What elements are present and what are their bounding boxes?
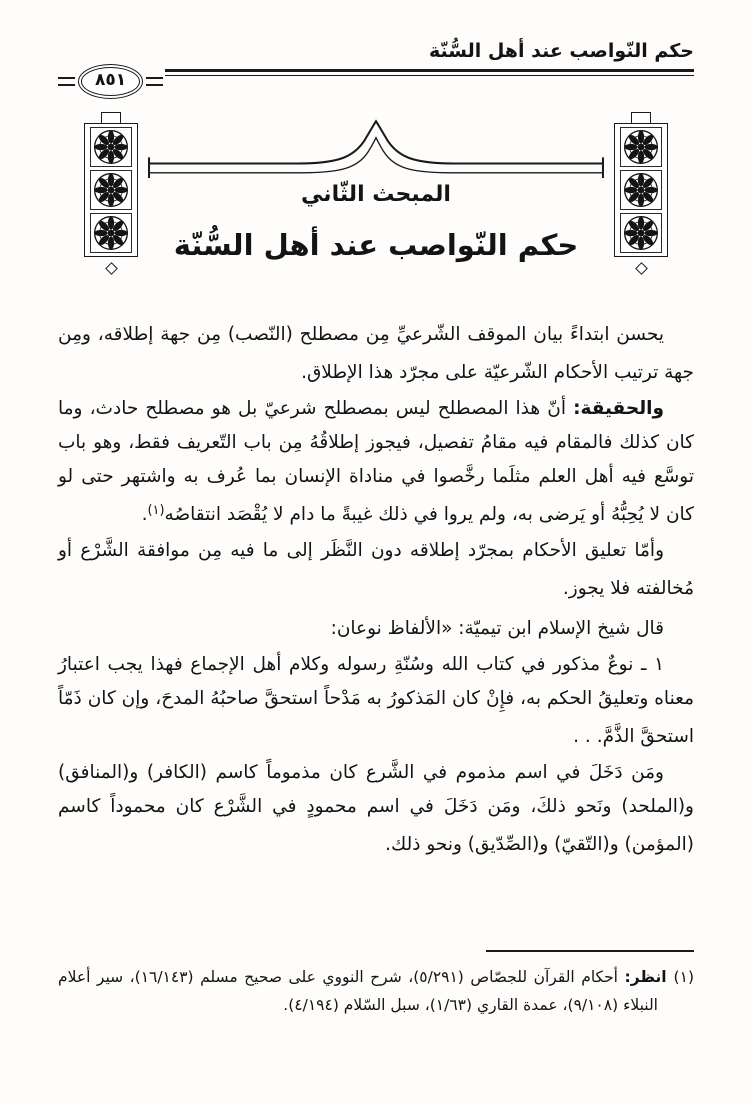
paragraph-text: وأمّا تعليق الأحكام بمجرّد إطلاقه دون النَّظَر إلى ما فيه مِن موافقة الشَّرْع أو مُخالفته فلا يجوز. (58, 540, 694, 599)
ornament-tab (631, 112, 651, 123)
footnote-block (58, 950, 694, 1019)
paragraph (58, 318, 694, 390)
paragraph (58, 534, 694, 606)
paragraph-text: يحسن ابتداءً بيان الموقف الشّرعيِّ مِن مصطلح (النّصب) مِن جهة إطلاقه، ومِن جهة ترتيب الأحكام الشّرعيّة على مجرّد هذا الإطلاق. (58, 324, 694, 383)
ornament-tab (101, 112, 121, 123)
footnote-separator (486, 950, 694, 952)
page-number-ornament (56, 64, 165, 99)
rosette-icon (620, 127, 662, 167)
rosette-icon (620, 170, 662, 210)
section-title: حكم النّواصب عند أهل السُّنّة (173, 228, 579, 262)
ornament-finial (635, 262, 648, 275)
ornament-frame (614, 123, 668, 257)
paragraph (58, 392, 694, 532)
paragraph-text: ١ ـ نوعٌ مذكور في كتاب الله وسُنّةِ رسوله وكلام أهل الإجماع فهذا يجب اعتبارُ معناه وتعليقُ الحكم به، فإِنْ كان المَذكورُ به مَدْحاً استحقَّ صاحبُهُ المدحَ، وإن كان ذَمّاً استحقَّ الذَّمَّ. . . (58, 654, 694, 747)
page-number-arm (58, 77, 75, 86)
footnote-marker: (١) (673, 968, 694, 986)
ornament-left (84, 112, 138, 273)
paragraph-text: قال شيخ الإسلام ابن تيميّة: «الألفاظ نوعان: (330, 618, 664, 639)
body-text (58, 318, 694, 864)
ornament-frame (84, 123, 138, 257)
section-subtitle: المبحث الثّاني (301, 182, 451, 207)
rosette-icon (620, 213, 662, 253)
rosette-icon (90, 127, 132, 167)
footnote (58, 963, 694, 1019)
page-number-arm (146, 77, 163, 86)
ornament-finial (105, 262, 118, 275)
arch-ornament (146, 114, 606, 180)
paragraph-lead: والحقيقة: (573, 398, 664, 419)
running-header-title: حكم النّواصب عند أهل السُّنّة (428, 40, 694, 62)
footnote-text: أحكام القرآن للجصّاص (٥/٢٩١)، شرح النووي على صحيح مسلم (١٦/١٤٣)، سير أعلام النبلاء (٩/١٠٨)، عمدة القاري (١/٦٣)، سبل السّلام (٤/١٩٤). (58, 968, 658, 1014)
paragraph (58, 648, 694, 754)
rosette-icon (90, 170, 132, 210)
paragraph-text: أنّ هذا المصطلح ليس بمصطلح شرعيّ بل هو مصطلح حادث، وما كان كذلك فالمقام فيه مقامُ تفصيل، فيجوز إطلاقُهُ مِن باب التّعريف فقط، وهو باب توسَّع فيه أهل العلم مثلَما رخَّصوا في مناداة الإنسان بما عُرف به واشتهر حتى لو كان لا يُحِبُّهُ أو يَرضى به، ولم يروا في ذلك غيبةً ما دام لا يُقْصَد انتقاصُه (58, 398, 694, 525)
rosette-icon (90, 213, 132, 253)
ornament-right (614, 112, 668, 273)
page-number: ٨٥١ (78, 64, 143, 99)
paragraph-tail: . (141, 504, 148, 525)
footnote-lead: انظر: (624, 968, 674, 986)
paragraph (58, 756, 694, 862)
paragraph-text: ومَن دَخَلَ في اسم مذموم في الشَّرع كان مذموماً كاسم (الكافر) و(المنافق) و(الملحد) ونَحو ذلكَ، ومَن دَخَلَ في اسم محمودٍ في الشَّرْع كان محموداً كاسم (المؤمن) و(التّقيّ) و(الصِّدّيق) ونحو ذلك. (58, 762, 694, 855)
footnote-ref: (١) (147, 503, 165, 518)
paragraph (58, 608, 694, 646)
